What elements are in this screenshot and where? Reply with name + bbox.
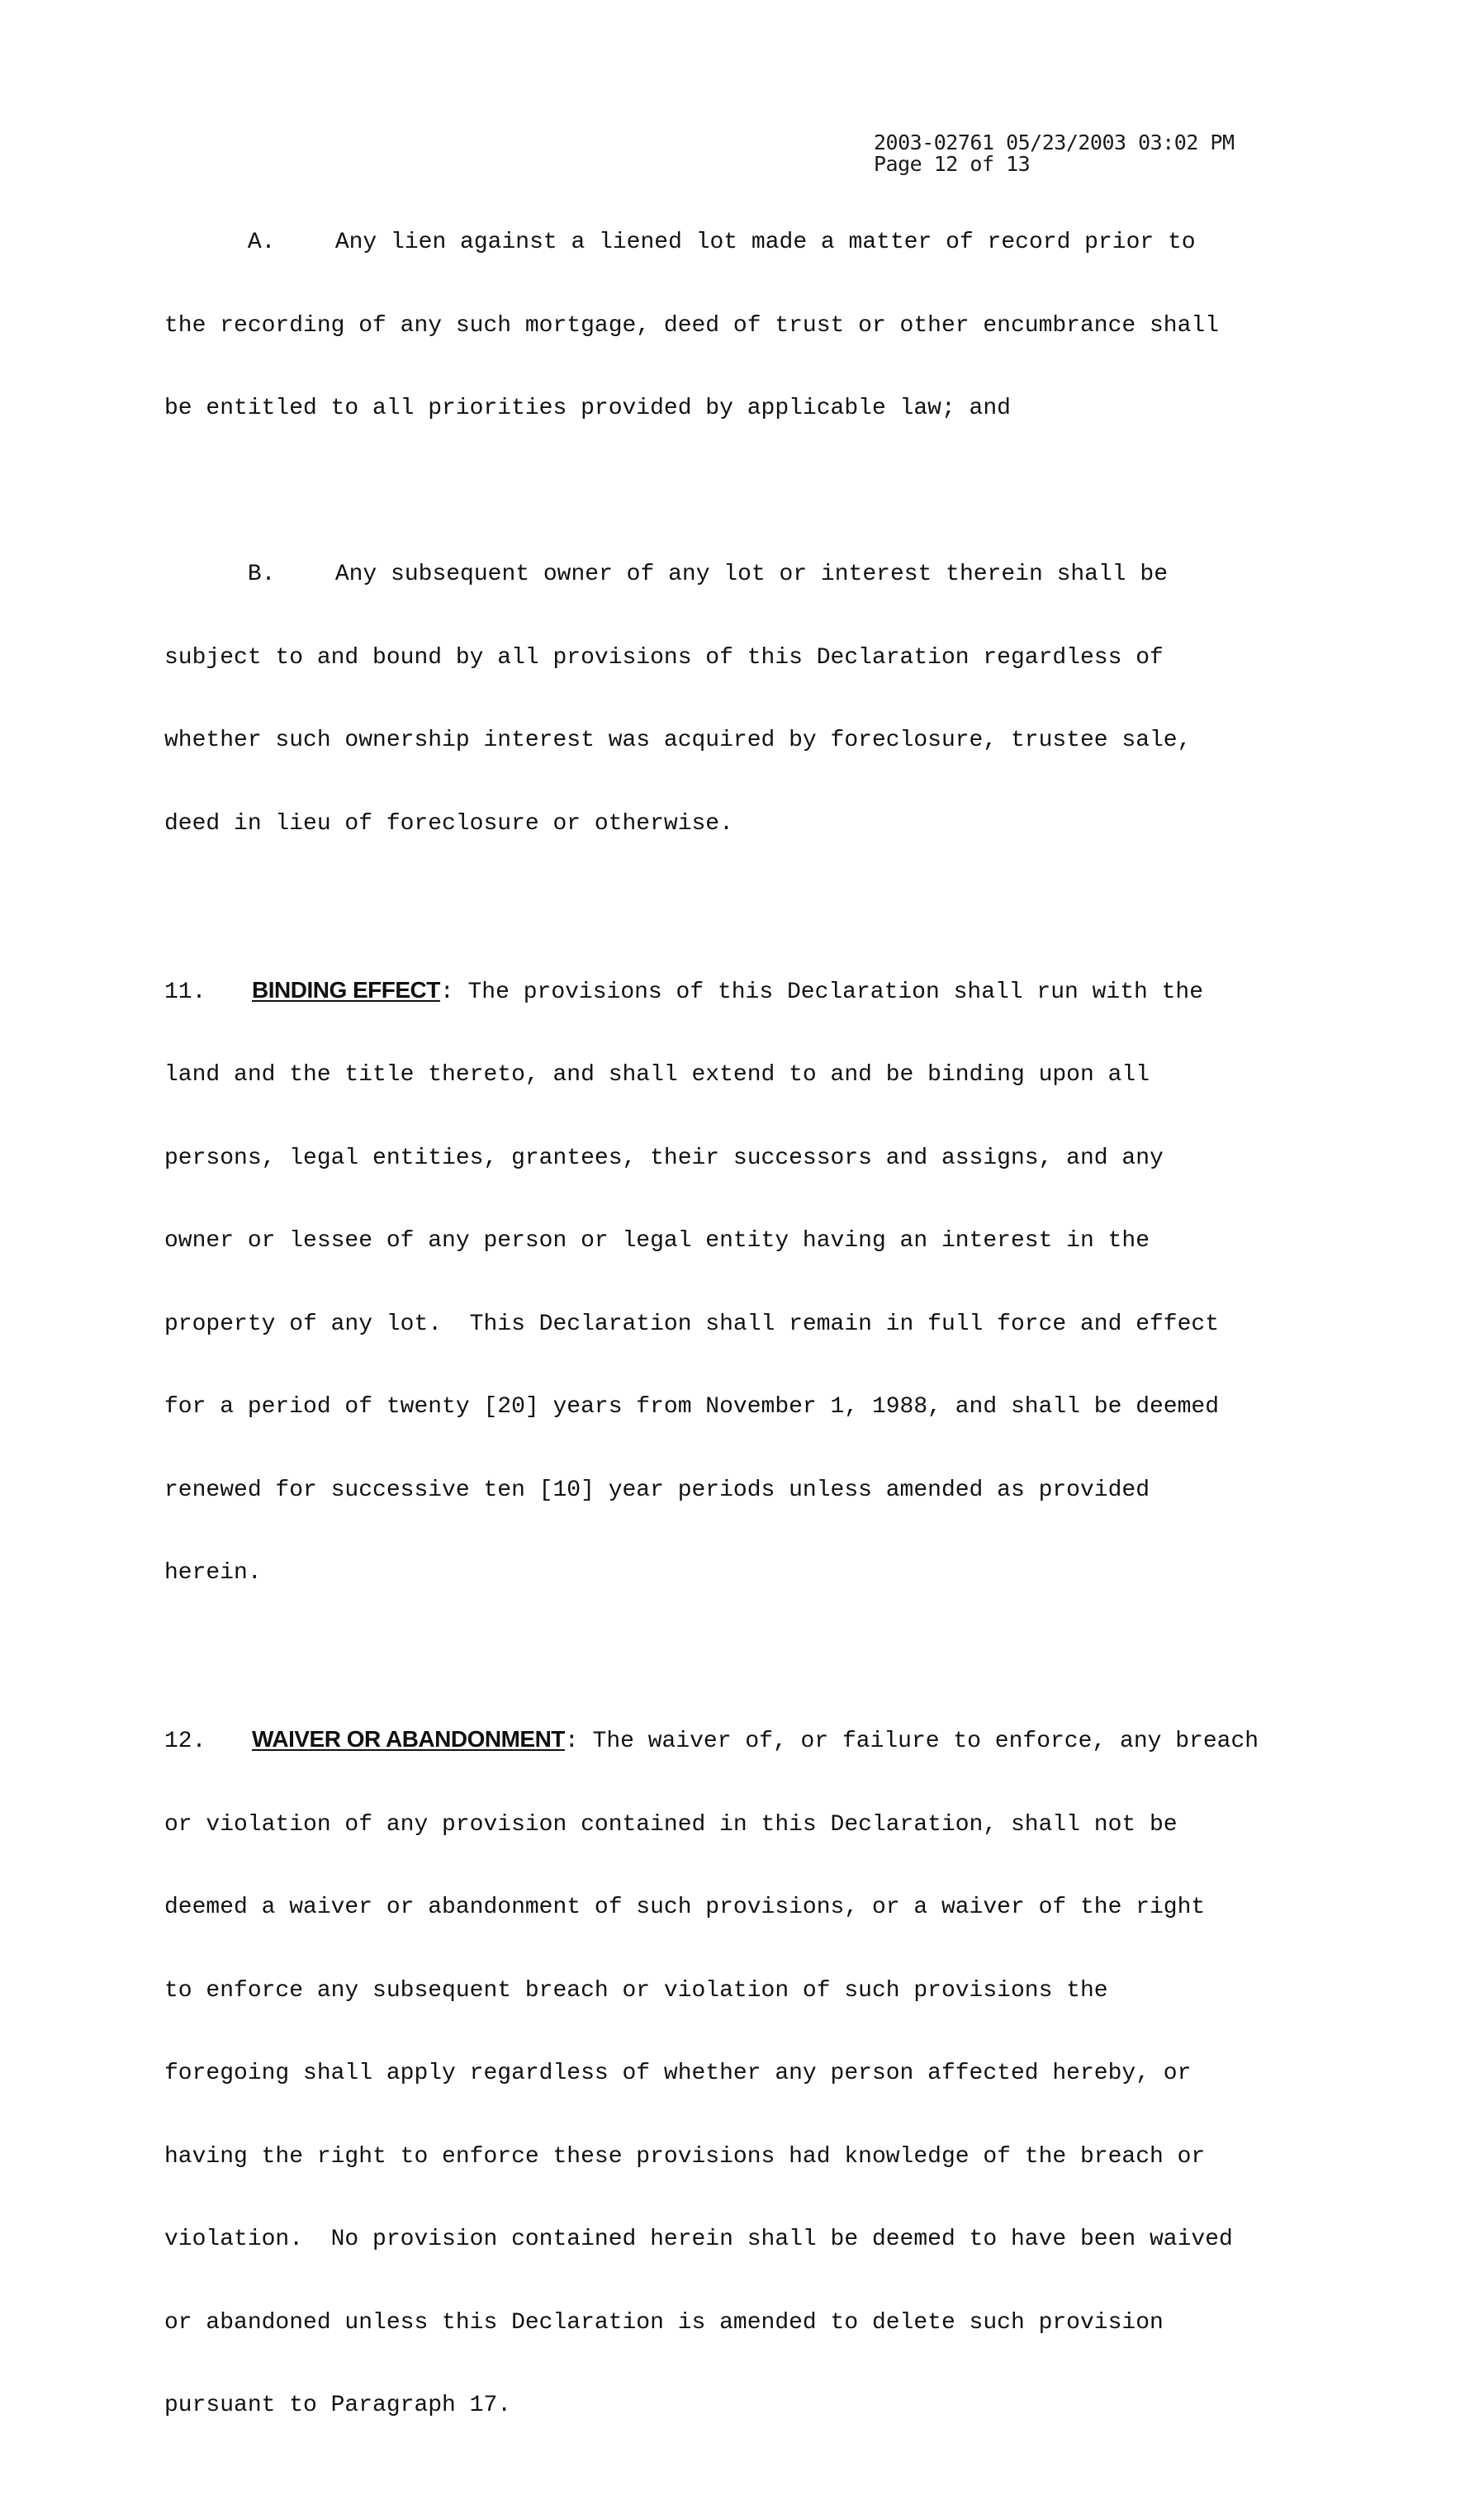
section-12-number: 12.: [164, 1729, 206, 1754]
section-12-line-4: to enforce any subsequent breach or violation of such provisions the: [164, 1977, 1108, 2004]
section-12-line-2: or violation of any provision contained in this Declaration, shall not be: [164, 1811, 1178, 1838]
recording-number-datetime: 2003-02761 05/23/2003 03:02 PM: [874, 130, 1235, 154]
next-section-cut-off: [164, 2502, 1320, 2514]
paragraph-b-line-2: subject to and bound by all provisions of this Declaration regardless of: [164, 644, 1164, 671]
paragraph-b-label: B.: [247, 562, 276, 587]
paragraph-a-line-3: be entitled to all priorities provided by applicable law; and: [164, 396, 1011, 421]
section-11-binding-effect: [164, 921, 1320, 1643]
section-11-line-4: owner or lessee of any person or legal entity having an interest in the: [164, 1228, 1150, 1254]
section-11-line-7: renewed for successive ten [10] year periods unless amended as provided: [164, 1477, 1150, 1503]
section-12-line-6: having the right to enforce these provisions had knowledge of the breach or: [164, 2143, 1206, 2170]
section-11-line-6: for a period of twenty [20] years from November 1, 1988, and shall be deemed: [164, 1394, 1220, 1420]
section-12-line-9: pursuant to Paragraph 17.: [164, 2393, 512, 2418]
section-12-waiver-or-abandonment: [164, 1670, 1320, 2475]
section-11-line-2: land and the title thereto, and shall extend to and be binding upon all: [164, 1062, 1150, 1088]
section-11-line-3: persons, legal entities, grantees, their successors and assigns, and any: [164, 1145, 1164, 1171]
paragraph-a-label: A.: [247, 230, 276, 255]
section-12-line-3: deemed a waiver or abandonment of such provisions, or a waiver of the right: [164, 1895, 1206, 1920]
section-11-line-8: herein.: [164, 1560, 262, 1586]
paragraph-b-line-4: deed in lieu of foreclosure or otherwise.: [164, 810, 733, 837]
paragraph-a-line-2: the recording of any such mortgage, deed of trust or other encumbrance shall: [164, 312, 1220, 339]
section-11-number: 11.: [164, 979, 206, 1005]
section-11-line-5: property of any lot. This Declaration shall remain in full force and effect: [164, 1311, 1220, 1337]
section-12-line-1: : The waiver of, or failure to enforce, any breach: [564, 1729, 1259, 1754]
section-12-line-8: or abandoned unless this Declaration is amended to delete such provision: [164, 2309, 1164, 2336]
page-count: Page 12 of 13: [874, 152, 1031, 176]
section-12-line-7: violation. No provision contained herein shall be deemed to have been waived: [164, 2227, 1233, 2252]
recording-stamp: [874, 132, 1235, 175]
section-12-line-5: foregoing shall apply regardless of whether any person affected hereby, or: [164, 2061, 1192, 2086]
section-11-line-1: : The provisions of this Declaration shall run with the: [439, 979, 1204, 1005]
paragraph-a: [164, 173, 1320, 478]
document-body: [164, 173, 1320, 2514]
section-12-heading: WAIVER OR ABANDONMENT: [252, 1726, 565, 1752]
paragraph-a-line-1: Any lien against a liened lot made a matter of record prior to: [334, 230, 1196, 255]
section-11-heading: BINDING EFFECT: [252, 976, 440, 1003]
paragraph-b-line-1: Any subsequent owner of any lot or interest therein shall be: [334, 562, 1168, 587]
paragraph-b-line-3: whether such ownership interest was acquired by foreclosure, trustee sale,: [164, 728, 1192, 753]
paragraph-b: [164, 505, 1320, 893]
